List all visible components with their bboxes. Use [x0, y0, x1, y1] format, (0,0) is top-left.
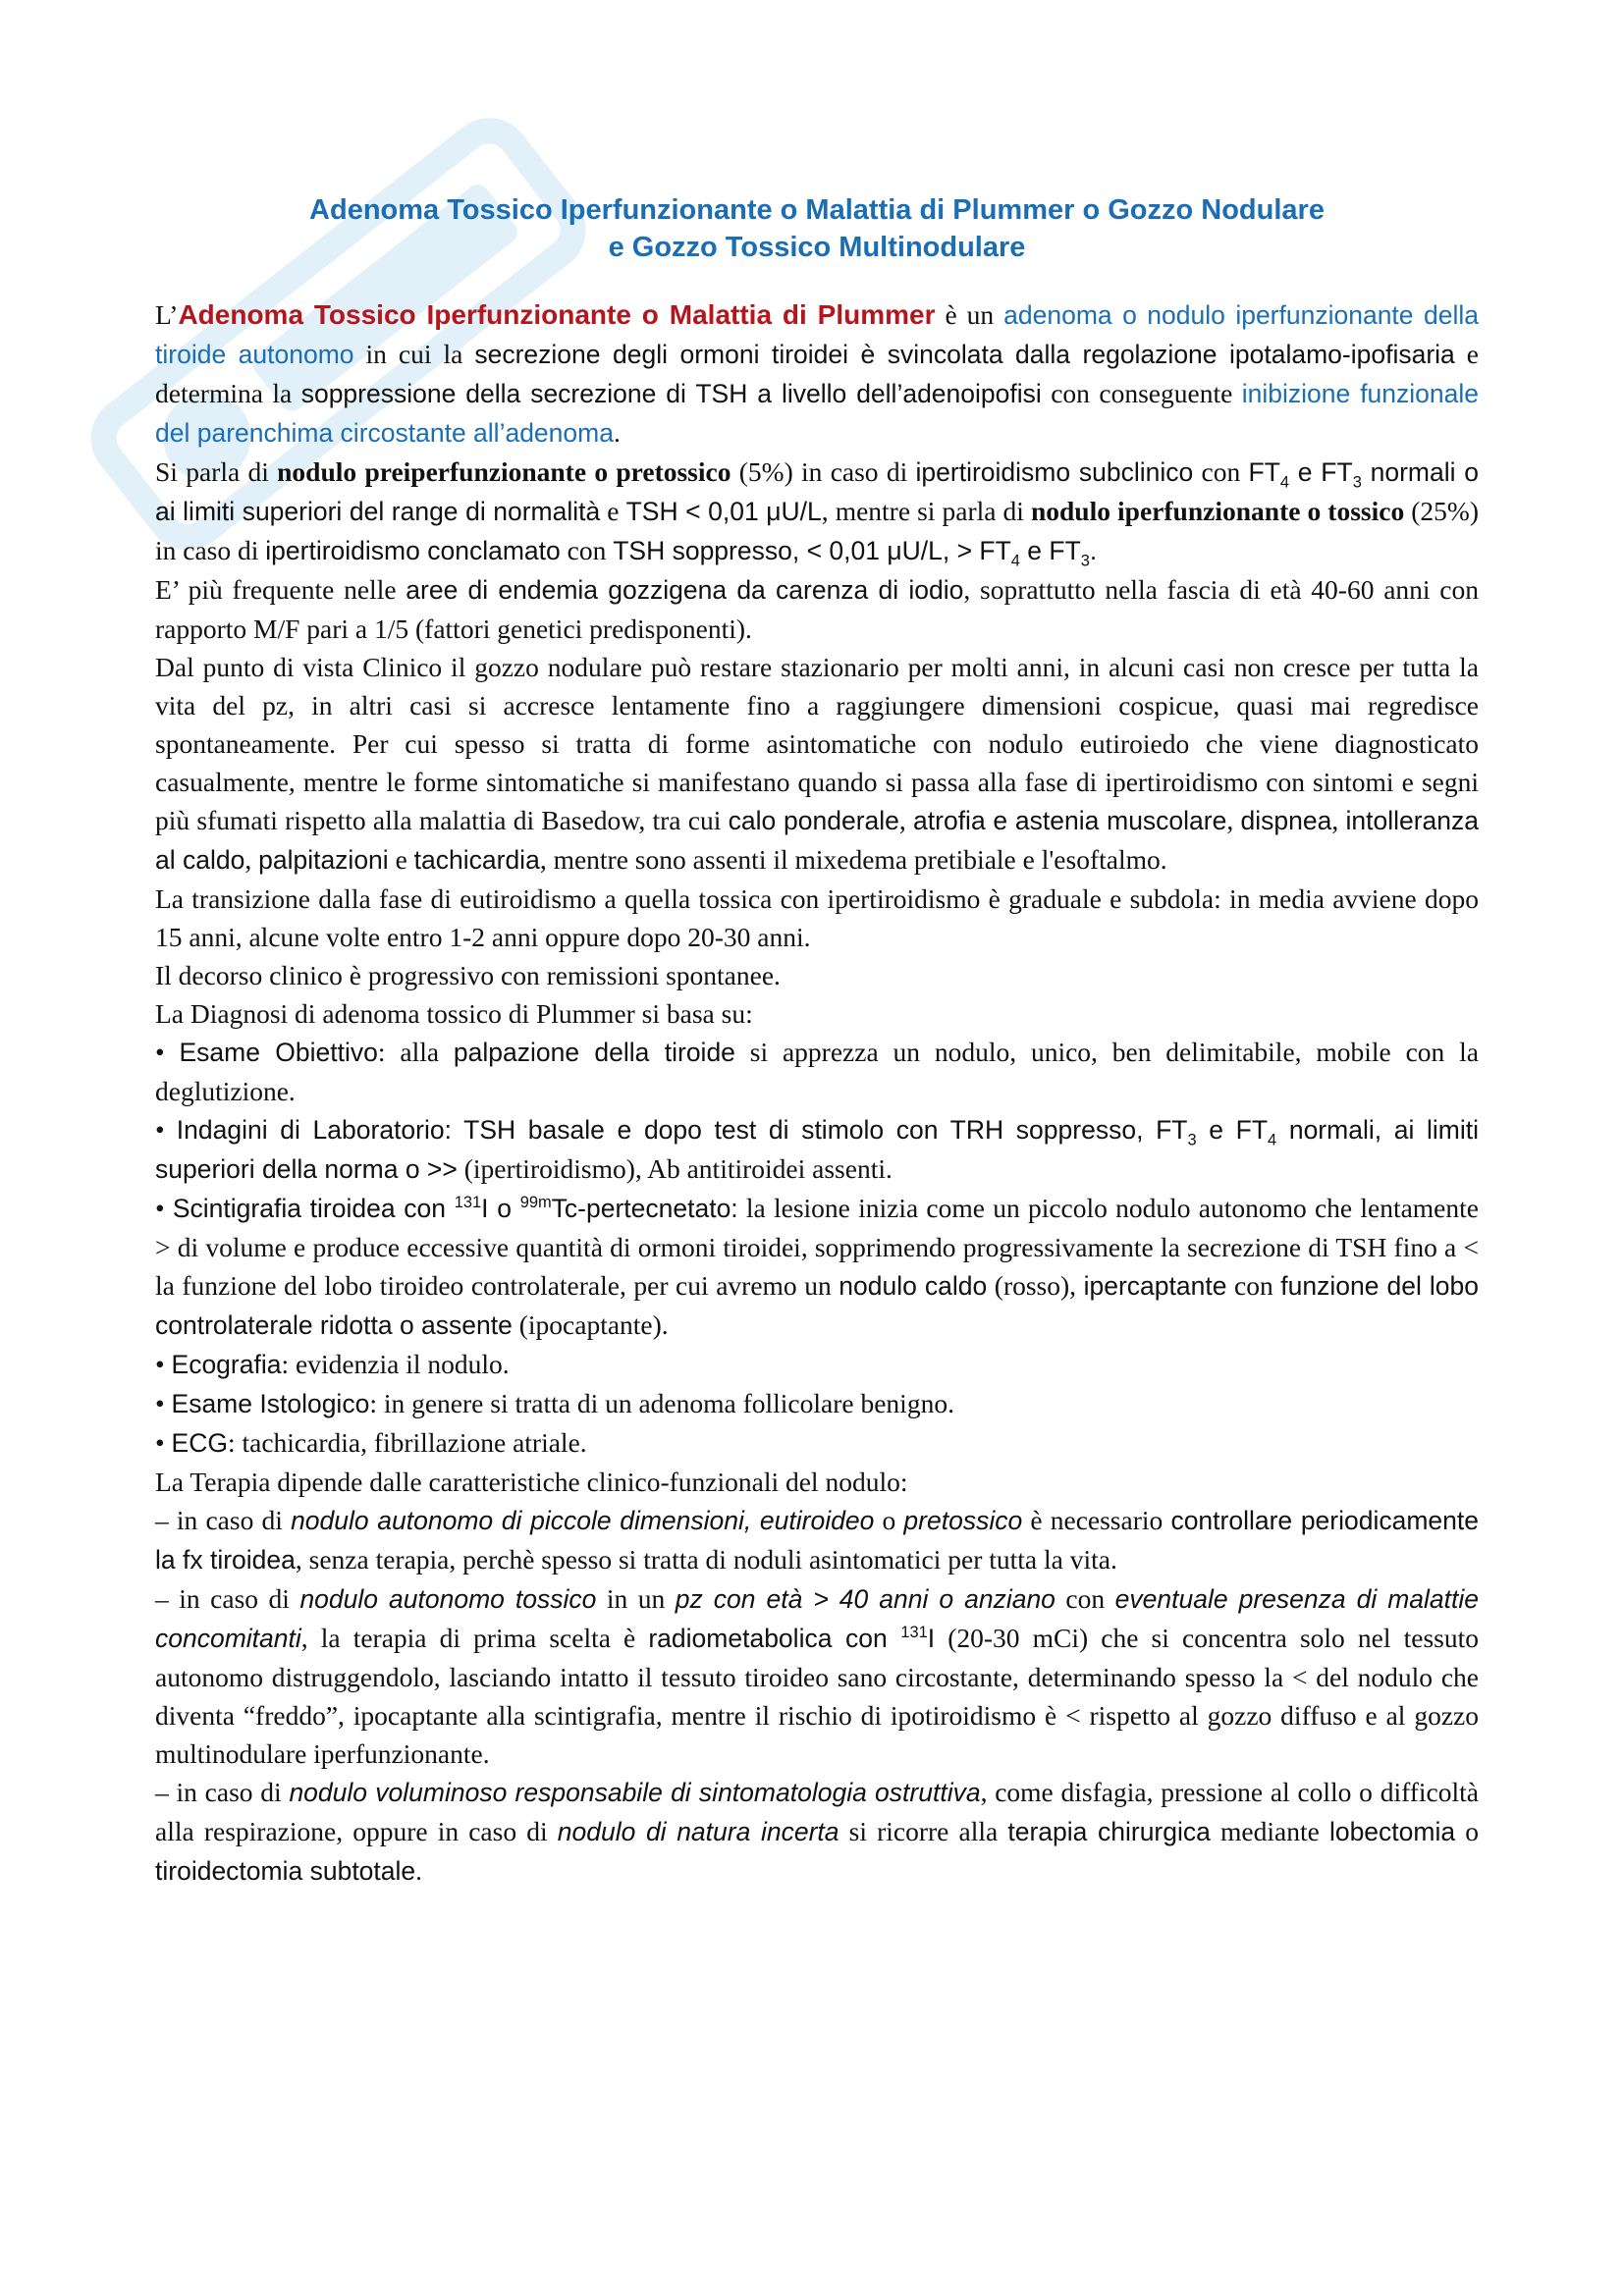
text: Tc-pertecnetato:: [551, 1194, 738, 1223]
text: , senza terapia, perchè spesso si tratta di noduli asintomatici per tutta la vita.: [295, 1544, 1117, 1575]
text: e: [388, 844, 414, 875]
key-phrase: soppressione della secrezione di TSH a livello dell’adenoipofisi: [300, 379, 1042, 408]
key-phrase: funzione del lobo controlaterale ridotta o assente: [155, 1271, 1479, 1340]
paragraph-epidemiology: [155, 570, 1479, 648]
document-body: [155, 191, 1479, 1891]
superscript: 99m: [519, 1194, 552, 1212]
text: e determina la: [155, 339, 1479, 408]
italic-term: nodulo autonomo tossico: [299, 1584, 597, 1614]
text: (rosso),: [987, 1270, 1084, 1301]
key-phrase: palpitazioni: [258, 845, 389, 875]
text: con conseguente: [1041, 378, 1242, 408]
therapy-item-large-nodule: [155, 1773, 1479, 1891]
key-phrase: ipertiroidismo conclamato: [265, 536, 561, 565]
text: L’: [155, 299, 179, 330]
key-phrase: tiroidectomia subtotale: [155, 1856, 416, 1886]
text: (ipertiroidismo), Ab antitiroidei assenti.: [457, 1153, 893, 1184]
subscript: 4: [1268, 1131, 1277, 1149]
text: e FT: [1196, 1115, 1269, 1145]
text: è necessario: [1022, 1505, 1171, 1535]
paragraph-course: Il decorso clinico è progressivo con remissioni spontanee.: [155, 960, 781, 990]
key-phrase: controllare periodicamente la fx tiroidea: [155, 1506, 1480, 1575]
paragraph-clinical: [155, 648, 1479, 880]
key-phrase: dispnea: [1240, 806, 1332, 835]
text: con: [560, 535, 614, 565]
key-phrase: Ecografia: [171, 1350, 282, 1379]
key-phrase: secrezione degli ormoni tiroidei è svincolata dalla regolazione ipotalamo-ipofisaria: [474, 340, 1455, 369]
key-phrase: [613, 536, 1098, 570]
key-phrase: palpazione della tiroide: [453, 1038, 735, 1067]
text: , come disfagia, pressione al collo o difficoltà alla respirazione, oppure in caso di: [155, 1777, 1479, 1846]
subscript: 4: [1010, 552, 1020, 570]
paragraph-nodule-types: [155, 453, 1479, 570]
text: – in caso di: [155, 1583, 300, 1614]
text: con: [1193, 456, 1249, 487]
text: : tachicardia, fibrillazione atriale.: [227, 1427, 587, 1458]
italic-term: eventuale presenza di malattie concomitanti: [155, 1584, 1479, 1653]
text: ,: [244, 844, 259, 875]
key-phrase: [648, 1624, 935, 1653]
text: si ricorre alla: [839, 1816, 1008, 1846]
bold-term: nodulo iperfunzionante o tossico: [1030, 496, 1405, 526]
highlight-term: inibizione funzionale del parenchima circostante all’adenoma: [155, 379, 1480, 448]
superscript: 131: [900, 1624, 928, 1642]
subscript: 3: [1187, 1131, 1197, 1149]
diagnosis-item-scintigraphy: [155, 1189, 1479, 1345]
text: o: [1455, 1816, 1479, 1846]
paragraph-diagnosis-intro: La Diagnosi di adenoma tossico di Plummer si basa su:: [155, 998, 753, 1029]
text: : evidenzia il nodulo.: [281, 1349, 510, 1379]
text: I o: [481, 1194, 520, 1223]
text: Si parla di: [155, 456, 278, 487]
diagnosis-item-histology: [155, 1384, 1479, 1423]
text: TSH soppresso, < 0,01 μU/L, > FT: [613, 536, 1011, 565]
text: con: [1226, 1270, 1281, 1301]
text: – in caso di: [155, 1505, 292, 1535]
text: e FT: [1289, 457, 1353, 487]
text: Indagini di Laboratorio: TSH basale e dopo test di stimolo con TRH soppresso, FT: [176, 1115, 1188, 1145]
text: si apprezza un nodulo, unico, ben delimitabile, mobile con la deglutizione.: [155, 1037, 1479, 1106]
italic-term: pretossico: [903, 1506, 1023, 1535]
diagnosis-item-exam: [155, 1033, 1479, 1110]
text: : alla: [377, 1037, 454, 1067]
text: e FT: [1019, 536, 1081, 565]
italic-term: nodulo di natura incerta: [557, 1817, 839, 1846]
text: e: [600, 496, 626, 526]
key-phrase: ipertiroidismo subclinico: [915, 457, 1194, 487]
paragraph-transition: La transizione dalla fase di eutiroidismo a quella tossica con ipertiroidismo è graduale e subdola: in media avviene dopo 15 anni, alcune volte entro 1-2 anni oppure dopo 20-30 anni.: [155, 883, 1479, 952]
text: con: [1055, 1583, 1115, 1614]
text: in cui la: [353, 339, 475, 369]
page-title: [155, 191, 1479, 266]
italic-term: nodulo voluminoso responsabile di sintomatologia ostruttiva: [289, 1778, 981, 1807]
subscript: 3: [1080, 552, 1090, 570]
diagnosis-item-echo: [155, 1345, 1479, 1384]
key-phrase: calo ponderale: [728, 806, 899, 835]
text: I: [927, 1624, 936, 1653]
key-phrase: nodulo caldo: [839, 1271, 988, 1301]
key-phrase: aree di endemia gozzigena da carenza di iodio: [406, 575, 964, 605]
text: normali, ai limiti superiori della norma o >>: [155, 1115, 1479, 1184]
italic-term: nodulo autonomo di piccole dimensioni, eutiroideo: [291, 1506, 875, 1535]
text: , soprattutto nella fascia di età 40-60 anni con rapporto M/F pari a 1/5 (fattori genetici predisponenti).: [155, 574, 1479, 644]
text: .: [613, 417, 621, 448]
text: , mentre sono assenti il mixedema pretibiale e l'esoftalmo.: [539, 844, 1167, 875]
text: la lesione inizia come un piccolo nodulo autonomo che lentamente > di volume e produce eccessive quantità di ormoni tiroidei, sopprimendo progressivamente la secrezione di TSH fino a < la funzione del lobo tiroideo controlaterale, per cui avremo un: [155, 1193, 1479, 1301]
subscript: 3: [1352, 473, 1362, 492]
title-line-1: Adenoma Tossico Iperfunzionante o Malattia di Plummer o Gozzo Nodulare: [309, 194, 1325, 226]
therapy-item-toxic-nodule: [155, 1579, 1479, 1773]
text: ,: [1331, 805, 1346, 835]
text: FT: [1248, 457, 1280, 487]
text: .: [415, 1855, 423, 1886]
key-phrase: terapia chirurgica: [1007, 1817, 1211, 1846]
key-phrase: ECG: [171, 1428, 228, 1458]
text: (ipocaptante).: [512, 1309, 669, 1340]
key-phrase: ipercaptante: [1083, 1271, 1227, 1301]
bold-term: nodulo preiperfunzionante o pretossico: [277, 456, 731, 487]
key-phrase: Esame Obiettivo: [179, 1038, 378, 1067]
diagnosis-item-ecg: [155, 1423, 1479, 1463]
text: Scintigrafia tiroidea con: [172, 1194, 455, 1223]
key-phrase: [173, 1194, 738, 1223]
superscript: 131: [454, 1194, 482, 1212]
italic-term: pz con età > 40 anni o anziano: [675, 1584, 1056, 1614]
text: : in genere si tratta di un adenoma follicolare benigno.: [369, 1388, 954, 1418]
text: (5%) in caso di: [731, 456, 916, 487]
text: ,: [898, 805, 914, 835]
text: radiometabolica con: [648, 1624, 901, 1653]
text: (20-30 mCi) che si concentra solo nel tessuto autonomo distruggendolo, lasciando intatto il tessuto tiroideo sano circostante, determinando spesso la < del nodulo che diventa “freddo”, ipocaptante alla scintigrafia, mentre il rischio di ipotiroidismo è < rispetto al gozzo diffuso e al gozzo multinodulare iperfunzionante.: [155, 1623, 1479, 1769]
text: , la terapia di prima scelta è: [300, 1623, 649, 1653]
text: è un: [935, 299, 1004, 330]
text: E’ più frequente nelle: [155, 574, 406, 605]
key-phrase: TSH < 0,01 μU/L: [625, 497, 822, 526]
highlight-term: adenoma o nodulo iperfunzionante della tiroide autonomo: [155, 300, 1479, 369]
key-phrase: Esame Istologico: [171, 1389, 370, 1418]
key-phrase: tachicardia: [413, 845, 540, 875]
therapy-item-small-nodule: [155, 1501, 1479, 1579]
highlight-term: Adenoma Tossico Iperfunzionante o Malattia di Plummer: [178, 299, 936, 330]
title-line-2: e Gozzo Tossico Multinodulare: [608, 232, 1026, 263]
paragraph-definition: [155, 295, 1479, 453]
text: Dal punto di vista Clinico il gozzo nodulare può restare stazionario per molti anni, in alcuni casi non cresce per tutta la vita del pz, in altri casi si accresce lentamente fino a raggiungere dimensioni cospicue, quasi mai regredisce spontaneamente. Per cui spesso si tratta di forme asintomatiche con nodulo eutiroiedo che viene diagnosticato casualmente, mentre le forme sintomatiche si manifestano quando si passa alla fase di ipertiroidismo con sintomi e segni più sfumati rispetto alla malattia di Basedow, tra cui: [155, 652, 1479, 835]
text: (25%) in caso di: [155, 496, 1479, 565]
text: ,: [1226, 805, 1241, 835]
text: .: [1089, 536, 1098, 565]
paragraph-therapy-intro: La Terapia dipende dalle caratteristiche clinico-funzionali del nodulo:: [155, 1467, 908, 1497]
text: , mentre si parla di: [821, 496, 1031, 526]
subscript: 4: [1279, 473, 1290, 492]
key-phrase: atrofia e astenia muscolare: [913, 806, 1227, 835]
text: normali o ai limiti superiori del range di normalità: [155, 457, 1479, 526]
key-phrase: intolleranza al caldo: [155, 806, 1480, 875]
text: o: [874, 1505, 904, 1535]
text: mediante: [1210, 1816, 1329, 1846]
text: in un: [596, 1583, 676, 1614]
text: – in caso di: [155, 1777, 290, 1807]
key-phrase: lobectomia: [1328, 1817, 1456, 1846]
diagnosis-item-lab: [155, 1110, 1479, 1189]
